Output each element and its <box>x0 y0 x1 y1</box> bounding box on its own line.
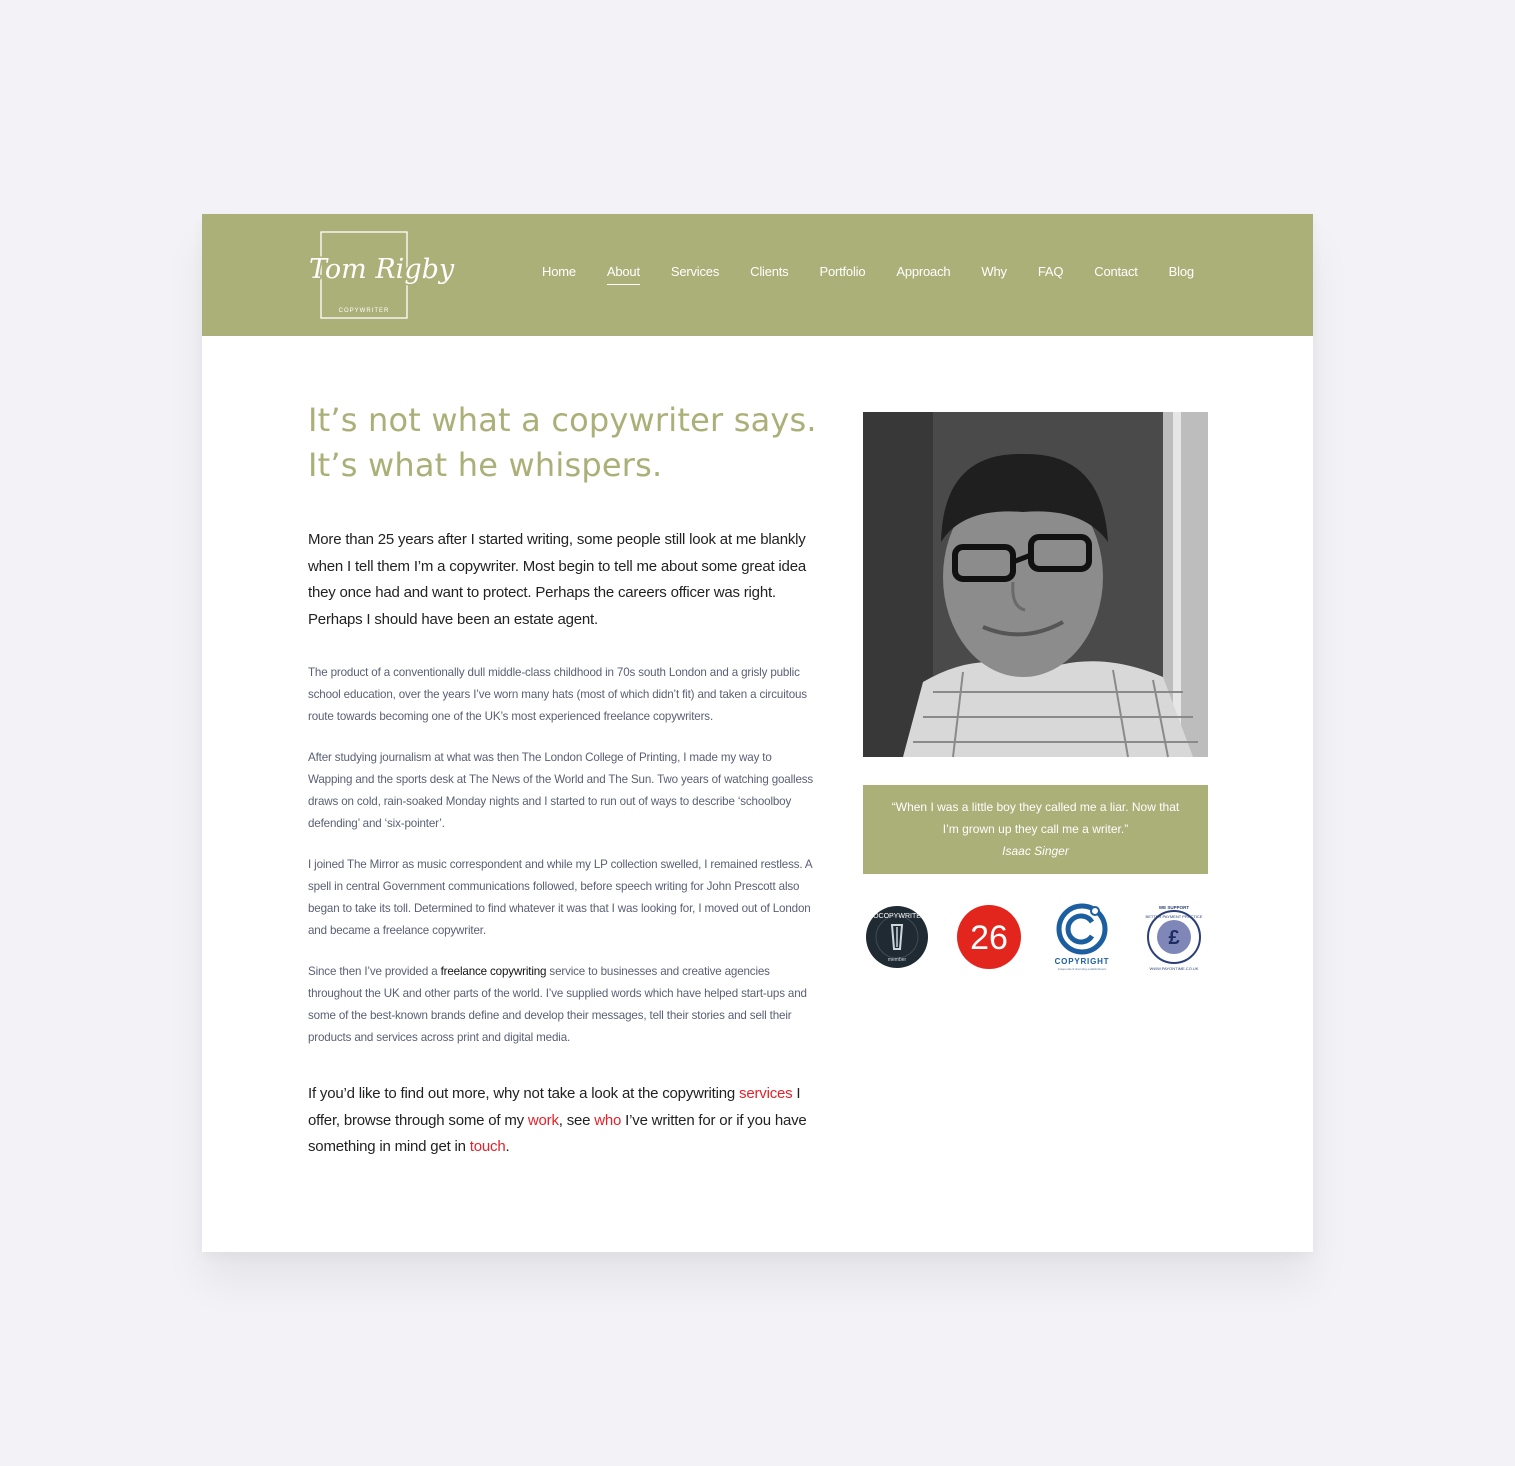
nav-home[interactable]: Home <box>542 264 576 279</box>
quote-line-1: “When I was a little boy they called me a liar. Now that <box>891 800 1180 814</box>
site-logo[interactable] <box>309 230 455 320</box>
outro-text-5: . <box>505 1138 510 1155</box>
quote-line-2: I’m grown up they call me a writer.” <box>942 822 1129 836</box>
svg-text:£: £ <box>1168 927 1180 949</box>
p4-text-start: Since then I’ve provided a <box>308 965 441 978</box>
payontime-top-text: WE SUPPORT <box>1158 905 1190 910</box>
nav-blog[interactable]: Blog <box>1168 264 1194 279</box>
body-paragraph-1: The product of a conventionally dull middle-class childhood in 70s south London and a grisly public school education, over the years I’ve worn many hats (most of which didn’t fit) and taken a circuitous route towards becoming one of the UK’s most experienced freelance copywriters. <box>308 666 807 723</box>
logo-script: Tom Rigby <box>309 254 455 285</box>
who-link[interactable]: who <box>594 1111 622 1129</box>
outro-paragraph <box>308 1081 818 1161</box>
nav-clients[interactable]: Clients <box>750 264 789 279</box>
nav-faq[interactable]: FAQ <box>1037 264 1064 279</box>
copyright-badge-icon[interactable] <box>1048 903 1116 971</box>
quote-box <box>863 785 1208 874</box>
services-link[interactable]: services <box>739 1085 793 1102</box>
outro-text-3: , see <box>558 1111 595 1129</box>
page-headline <box>308 398 818 488</box>
procopywriters-sub: member <box>887 957 907 963</box>
membership-badges <box>863 901 1208 973</box>
outro-text-2: I offer, browse through some of my <box>308 1085 801 1129</box>
payontime-url: WWW.PAYONTIME.CO.UK <box>1149 966 1199 971</box>
26-text: 26 <box>970 919 1009 957</box>
26-badge-icon[interactable] <box>955 903 1023 971</box>
procopywriters-badge-icon[interactable] <box>863 903 931 971</box>
main-nav <box>542 264 1194 285</box>
sidebar <box>863 412 1208 973</box>
intro-paragraph: More than 25 years after I started writing, some people still look at me blankly when I tell them I’m a copywriter. Most begin to tell me about some great idea they once had and want to protect. Perhaps the careers officer was right. Perhaps I should have been an estate agent. <box>308 531 806 628</box>
quote-author: Isaac Singer <box>1002 844 1069 858</box>
nav-contact[interactable]: Contact <box>1094 264 1138 279</box>
portrait-photo <box>863 412 1208 757</box>
headline-line-2: It’s what he whispers. <box>308 446 663 484</box>
copyright-text: COPYRIGHT <box>1054 957 1110 966</box>
site-header <box>202 214 1313 336</box>
procopywriters-text: PROCOPYWRITERS <box>863 913 931 920</box>
body-paragraph-3: I joined The Mirror as music correspondent and while my LP collection swelled, I remained restless. A spell in central Government communications followed, before speech writing for John Prescott also began to take its toll. Determined to find whatever it was that I was looking for, I moved out of London and became a freelance copywriter. <box>308 858 812 937</box>
payontime-ring-text: BETTER PAYMENT PRACTICE <box>1145 914 1203 919</box>
outro-text-4: I’ve written for or if you have something in mind get in <box>308 1111 807 1155</box>
nav-approach[interactable]: Approach <box>896 264 951 279</box>
copyright-sub: independent licensing establishment <box>1057 967 1106 971</box>
page-card <box>202 214 1313 1252</box>
body-paragraph-2: After studying journalism at what was then The London College of Printing, I made my way to Wapping and the sports desk at The News of the World and The Sun. Two years of watching goalless draws on cold, rain-soaked Monday nights and I started to run out of ways to describe ‘schoolboy defending’ and ‘six-pointer’. <box>308 751 814 830</box>
nav-why[interactable]: Why <box>981 264 1007 279</box>
p4-text-end: service to businesses and creative agencies throughout the UK and other parts of the world. I’ve supplied words which have helped start-ups and some of the best-known brands define and develop their messages, tell their stories and sell their products and services across print and digital media. <box>308 965 807 1044</box>
logo-subtitle: COPYWRITER <box>338 308 390 314</box>
nav-portfolio[interactable]: Portfolio <box>819 264 866 279</box>
outro-text-1: If you’d like to find out more, why not take a look at the copywriting <box>308 1085 740 1102</box>
freelance-copywriting-link[interactable]: freelance copywriting <box>440 965 547 978</box>
touch-link[interactable]: touch <box>469 1138 506 1155</box>
about-content <box>308 398 818 1161</box>
nav-about[interactable]: About <box>607 264 640 285</box>
body-text <box>308 662 818 1049</box>
work-link[interactable]: work <box>527 1111 559 1129</box>
body-paragraph-4 <box>308 961 818 1049</box>
better-payment-badge-icon[interactable] <box>1140 903 1208 971</box>
headline-line-1: It’s not what a copywriter says. <box>308 401 817 439</box>
nav-services[interactable]: Services <box>670 264 720 279</box>
